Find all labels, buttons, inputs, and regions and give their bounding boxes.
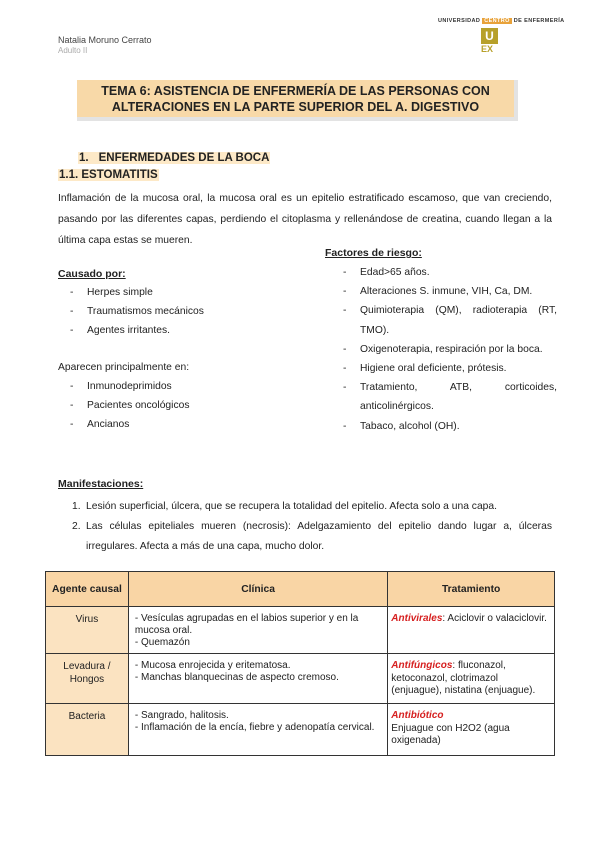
causado-heading: Causado por: bbox=[58, 268, 126, 280]
logo-text-right: DE ENFERMERÍA bbox=[513, 18, 565, 24]
course-name: Adulto II bbox=[58, 46, 88, 55]
factores-list bbox=[331, 263, 557, 436]
list-item: - Agentes irritantes. bbox=[58, 321, 308, 340]
item-text: Lesión superficial, úlcera, que se recupera la totalidad del epitelio. Afecta solo a una capa. bbox=[86, 501, 497, 512]
list-item: - Ancianos bbox=[58, 415, 308, 434]
list-item: - Herpes simple bbox=[58, 283, 308, 302]
list-item: - Edad>65 años. bbox=[331, 263, 557, 282]
section-number: 1. bbox=[79, 152, 89, 164]
table-header-row bbox=[46, 572, 555, 607]
agent-cell: Levadura / Hongos bbox=[46, 654, 129, 704]
drug-list: : Aciclovir o valaciclovir. bbox=[442, 613, 547, 624]
logo-u-mark: U bbox=[481, 28, 498, 44]
clinica-line: - Sangrado, halitosis. bbox=[134, 710, 229, 721]
page-title bbox=[77, 80, 518, 121]
clinica-cell bbox=[128, 607, 387, 654]
table-row bbox=[46, 607, 555, 654]
manifestaciones-heading: Manifestaciones: bbox=[58, 478, 144, 490]
logo-ex-mark: EX bbox=[481, 44, 494, 54]
list-item: - Oxigenoterapia, respiración por la boca. bbox=[331, 340, 557, 359]
author-name: Natalia Moruno Cerrato bbox=[58, 35, 152, 45]
drug-list: Enjuague con H2O2 (agua oxigenada) bbox=[391, 722, 510, 746]
drug-class: Antivirales bbox=[391, 613, 443, 624]
title-text bbox=[101, 83, 489, 115]
clinica-line: - Quemazón bbox=[134, 637, 190, 648]
aparecen-list bbox=[58, 377, 308, 435]
subsection-heading bbox=[58, 169, 159, 181]
clinica-line: - Inflamación de la encía, fiebre y adenopatía cervical. bbox=[134, 722, 375, 733]
list-item: - Traumatismos mecánicos bbox=[58, 302, 308, 321]
tratamiento-cell bbox=[388, 704, 555, 756]
university-logo bbox=[438, 16, 568, 61]
item-number: 1. bbox=[72, 501, 81, 512]
list-item: - Tabaco, alcohol (OH). bbox=[331, 417, 557, 436]
item-text: Las células epiteliales mueren (necrosis): Adelgazamiento del epitelio dando lugar a, úlceras irregulares. Afecta a más de una capa, mucho dolor. bbox=[86, 521, 552, 552]
table-row bbox=[46, 654, 555, 704]
list-item: - Tratamiento, ATB, corticoides, anticolinérgicos. bbox=[331, 378, 557, 416]
list-item: - Quimioterapia (QM), radioterapia (RT, TMO). bbox=[331, 301, 557, 339]
drug-list: : fluconazol, ketoconazol, clotrimazol (enjuague), nistatina (enjuague). bbox=[391, 660, 536, 696]
treatment-table bbox=[45, 571, 555, 756]
list-item: - Higiene oral deficiente, prótesis. bbox=[331, 359, 557, 378]
logo-text-left: UNIVERSIDAD bbox=[438, 18, 481, 24]
list-item: - Alteraciones S. inmune, VIH, Ca, DM. bbox=[331, 282, 557, 301]
header-agente: Agente causal bbox=[46, 572, 129, 607]
aparecen-heading: Aparecen principalmente en: bbox=[58, 362, 190, 373]
tratamiento-cell bbox=[388, 607, 555, 654]
tratamiento-cell bbox=[388, 654, 555, 704]
section-heading bbox=[78, 152, 270, 164]
clinica-line: - Vesículas agrupadas en el labios superior y en la mucosa oral. bbox=[134, 613, 359, 636]
clinica-line: - Manchas blanquecinas de aspecto cremoso. bbox=[134, 672, 339, 683]
clinica-cell bbox=[128, 704, 387, 756]
title-line-2: ALTERACIONES EN LA PARTE SUPERIOR DEL A. DIGESTIVO bbox=[111, 99, 480, 114]
drug-class: Antifúngicos bbox=[391, 660, 453, 671]
factores-heading: Factores de riesgo: bbox=[325, 247, 422, 259]
clinica-cell bbox=[128, 654, 387, 704]
item-number: 2. bbox=[72, 521, 81, 532]
intro-paragraph: Inflamación de la mucosa oral, la mucosa oral es un epitelio estratificado escamoso, que van creciendo, pasando por las diferentes capas, perdiendo el citoplasma y rellenándose de creatina, cuando llegan a la última capa estas se mueren. bbox=[58, 193, 552, 246]
subsection-title: 1.1. ESTOMATITIS bbox=[59, 169, 158, 181]
list-item bbox=[72, 497, 552, 517]
manifestaciones-list bbox=[72, 497, 552, 557]
list-item: - Inmunodeprimidos bbox=[58, 377, 308, 396]
logo-text-mid: CENTRO bbox=[484, 18, 510, 24]
drug-class: Antibiótico bbox=[391, 710, 444, 721]
header-tratamiento: Tratamiento bbox=[388, 572, 555, 607]
list-item: - Pacientes oncológicos bbox=[58, 396, 308, 415]
title-line-1: TEMA 6: ASISTENCIA DE ENFERMERÍA DE LAS PERSONAS CON bbox=[101, 83, 490, 98]
header-clinica: Clínica bbox=[128, 572, 387, 607]
causado-list bbox=[58, 283, 308, 341]
logo-text bbox=[438, 18, 565, 24]
table-row bbox=[46, 704, 555, 756]
section-title: ENFERMEDADES DE LA BOCA bbox=[98, 152, 270, 164]
agent-cell: Bacteria bbox=[46, 704, 129, 756]
clinica-line: - Mucosa enrojecida y eritematosa. bbox=[134, 660, 291, 671]
agent-cell: Virus bbox=[46, 607, 129, 654]
list-item bbox=[72, 517, 552, 557]
